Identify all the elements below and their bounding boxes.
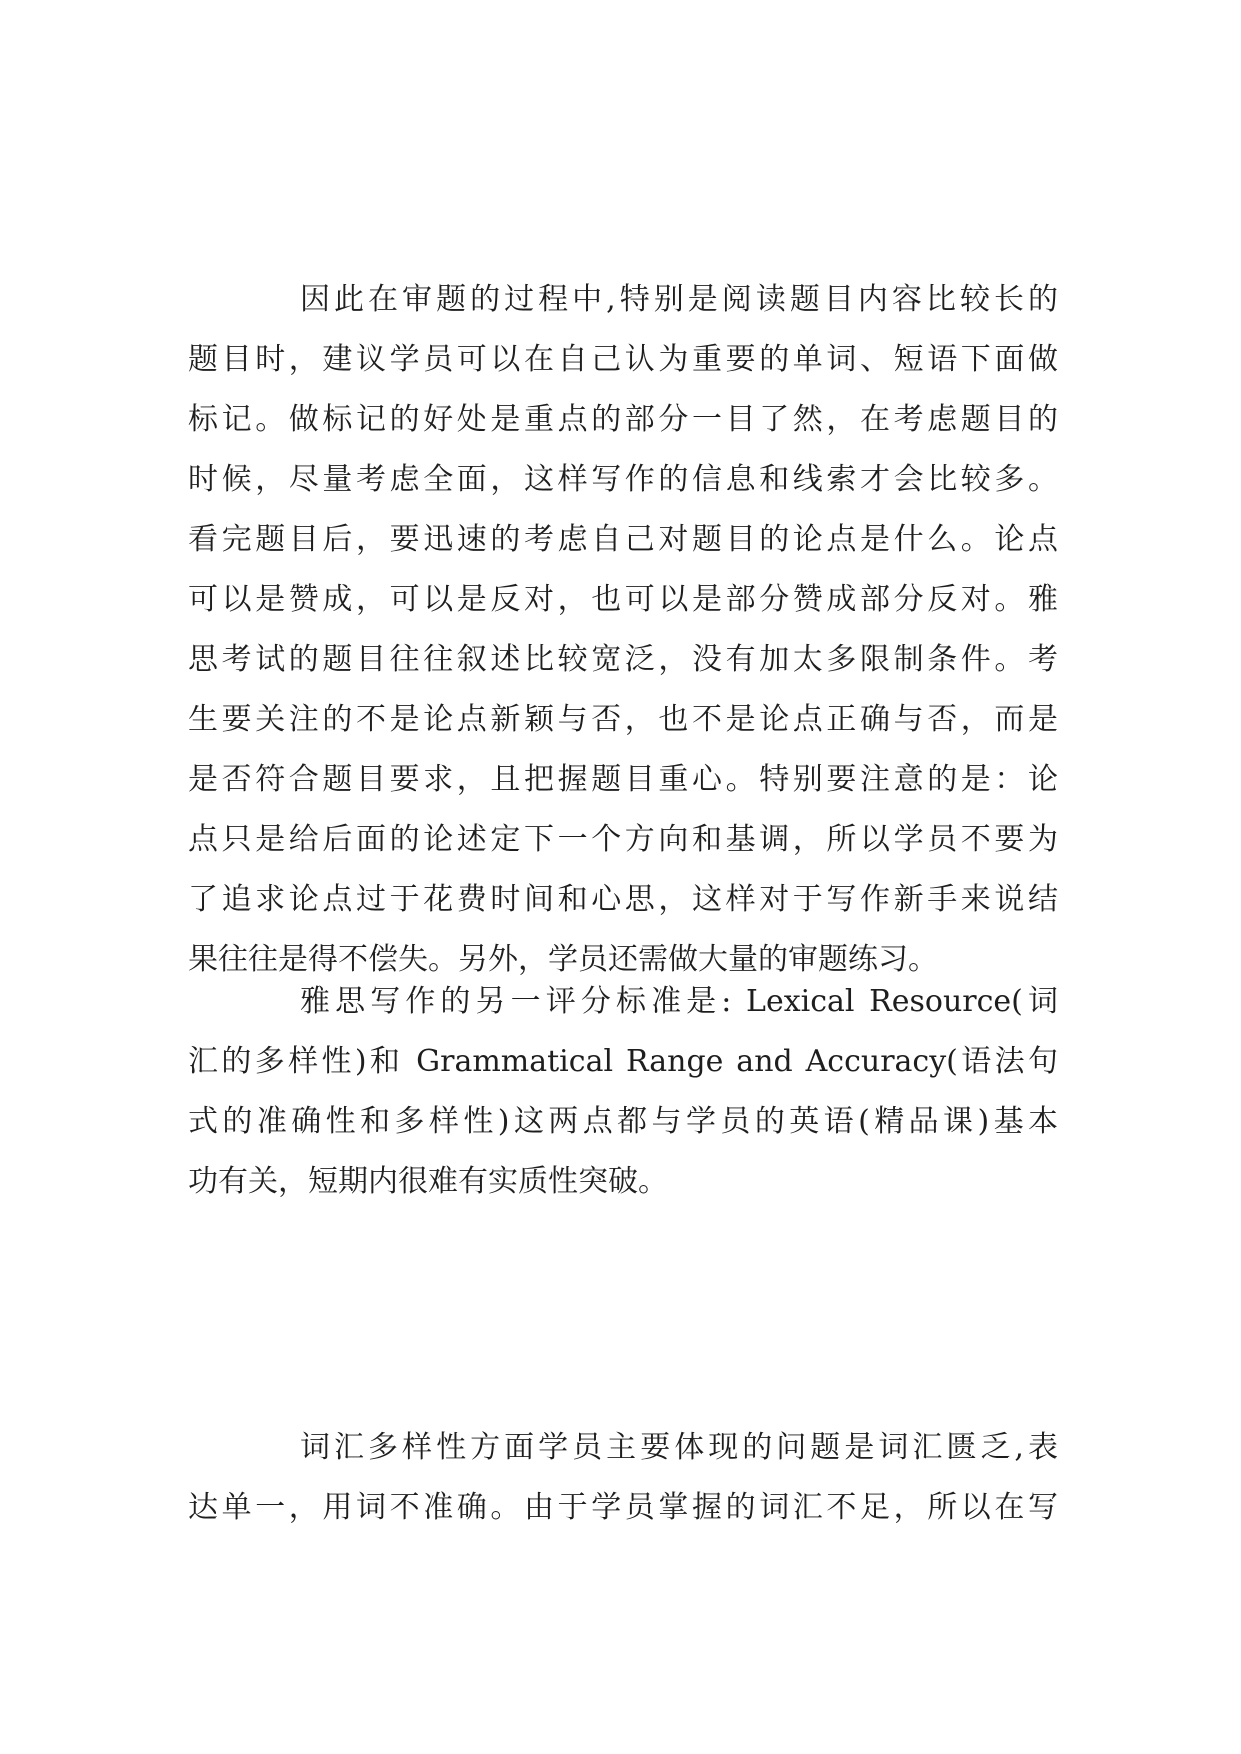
text-line: 题目时，建议学员可以在自己认为重要的单词、短语下面做 (188, 342, 1058, 377)
text-line: 可以是赞成，可以是反对，也可以是部分赞成部分反对。雅 (188, 582, 1058, 617)
text-line: 标记。做标记的好处是重点的部分一目了然，在考虑题目的 (188, 402, 1058, 437)
text-line: 词汇多样性方面学员主要体现的问题是词汇匮乏,表 (300, 1430, 1058, 1465)
text-line: 式的准确性和多样性)这两点都与学员的英语(精品课)基本 (188, 1104, 1058, 1139)
text-line: 生要关注的不是论点新颖与否，也不是论点正确与否，而是 (188, 702, 1058, 737)
text-line: 果往往是得不偿失。另外，学员还需做大量的审题练习。 (188, 942, 938, 977)
text-line: 因此在审题的过程中,特别是阅读题目内容比较长的 (300, 282, 1058, 317)
paragraph-scoring-criteria (188, 972, 1058, 1212)
text-line: 了追求论点过于花费时间和心思，这样对于写作新手来说结 (188, 882, 1058, 917)
text-line: 汇的多样性)和 Grammatical Range and Accuracy(语法句 (188, 1044, 1058, 1079)
text-line: 思考试的题目往往叙述比较宽泛，没有加太多限制条件。考 (188, 642, 1058, 677)
paragraph-essay-review (188, 270, 1058, 990)
text-line: 是否符合题目要求，且把握题目重心。特别要注意的是：论 (188, 762, 1058, 797)
text-line: 雅思写作的另一评分标准是: Lexical Resource(词 (300, 984, 1058, 1019)
text-line: 时候，尽量考虑全面，这样写作的信息和线索才会比较多。 (188, 462, 1058, 497)
text-line: 达单一，用词不准确。由于学员掌握的词汇不足，所以在写 (188, 1490, 1058, 1525)
paragraph-vocabulary (188, 1418, 1058, 1538)
text-line: 点只是给后面的论述定下一个方向和基调，所以学员不要为 (188, 822, 1058, 857)
text-line: 功有关，短期内很难有实质性突破。 (188, 1164, 668, 1199)
text-line: 看完题目后，要迅速的考虑自己对题目的论点是什么。论点 (188, 522, 1058, 557)
